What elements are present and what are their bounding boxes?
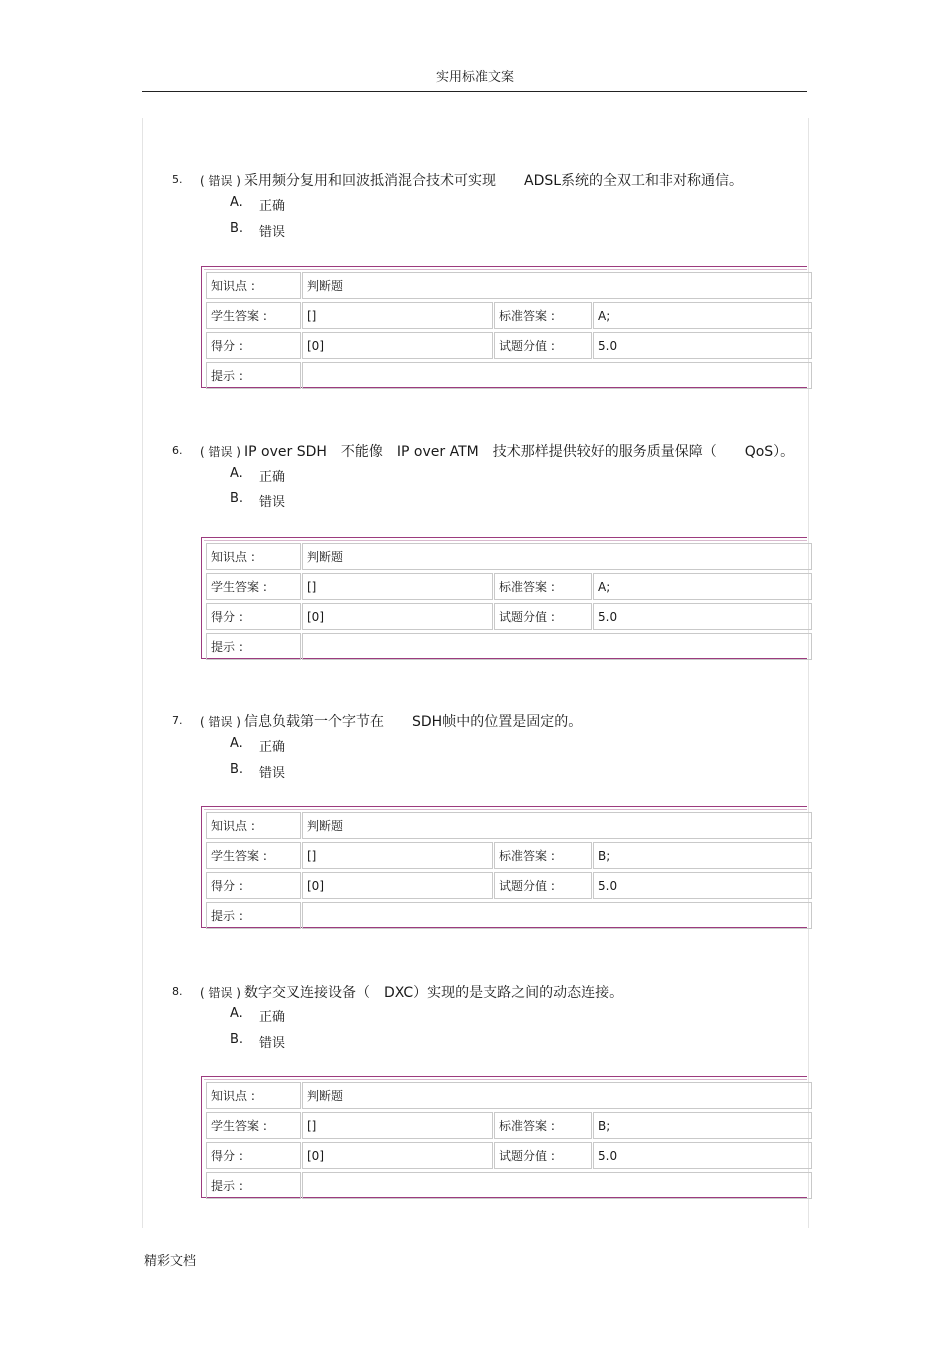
option-letter: B. [230,1032,244,1047]
header-divider [142,91,807,92]
knowledge-value: 判断题 [302,812,812,839]
student-answer-label: 学生答案 : [206,302,301,329]
student-answer-value: [] [302,842,493,869]
page-header: 实用标准文案 [435,70,514,85]
result-tag: ( 错误 ) [200,986,241,1000]
option-text: 错误 [259,495,286,510]
result-tag: ( 错误 ) [200,715,241,729]
hint-value [302,902,812,929]
option-text: 正确 [259,1010,286,1025]
score-value: [0] [302,332,493,359]
standard-answer-label: 标准答案 : [494,302,592,329]
full-score-value: 5.0 [593,872,812,899]
score-value: [0] [302,603,493,630]
hint-value [302,1172,812,1199]
question-number: 6. [172,444,183,457]
student-answer-label: 学生答案 : [206,842,301,869]
student-answer-value: [] [302,302,493,329]
full-score-value: 5.0 [593,332,812,359]
score-label: 得分 : [206,1142,301,1169]
question-text: 数字交叉连接设备（ DXC）实现的是支路之间的动态连接。 [244,985,624,1001]
student-answer-value: [] [302,1112,493,1139]
option-text: 错误 [259,1036,286,1051]
option-letter: A. [230,736,243,751]
option-text: 错误 [259,766,286,781]
full-score-value: 5.0 [593,1142,812,1169]
question-number: 8. [172,985,183,998]
content-left-border [142,118,143,1228]
question-text: 信息负载第一个字节在 SDH帧中的位置是固定的。 [244,714,583,730]
page-footer: 精彩文档 [144,1254,197,1269]
answer-info-table [201,1076,807,1198]
knowledge-value: 判断题 [302,272,812,299]
hint-label: 提示 : [206,633,301,660]
knowledge-label: 知识点 : [206,543,301,570]
standard-answer-value: B; [593,1112,812,1139]
question-text: 采用频分复用和回波抵消混合技术可实现 ADSL系统的全双工和非对称通信。 [244,173,744,189]
score-value: [0] [302,872,493,899]
option-letter: B. [230,221,244,236]
hint-value [302,362,812,389]
question-text: IP over SDH 不能像 IP over ATM 技术那样提供较好的服务质量保障（ QoS）。 [244,444,795,460]
student-answer-label: 学生答案 : [206,573,301,600]
option-letter: B. [230,491,244,506]
option-text: 正确 [259,470,286,485]
score-label: 得分 : [206,603,301,630]
full-score-label: 试题分值 : [494,332,592,359]
hint-label: 提示 : [206,902,301,929]
option-letter: A. [230,466,243,481]
option-text: 错误 [259,225,286,240]
option-text: 正确 [259,740,286,755]
score-label: 得分 : [206,332,301,359]
result-tag: ( 错误 ) [200,445,241,459]
standard-answer-label: 标准答案 : [494,573,592,600]
standard-answer-value: B; [593,842,812,869]
knowledge-value: 判断题 [302,543,812,570]
hint-value [302,633,812,660]
knowledge-label: 知识点 : [206,272,301,299]
student-answer-value: [] [302,573,493,600]
answer-info-table [201,806,807,928]
full-score-label: 试题分值 : [494,872,592,899]
answer-info-table [201,266,807,388]
option-letter: A. [230,195,243,210]
full-score-label: 试题分值 : [494,603,592,630]
standard-answer-value: A; [593,302,812,329]
score-label: 得分 : [206,872,301,899]
standard-answer-label: 标准答案 : [494,1112,592,1139]
standard-answer-value: A; [593,573,812,600]
knowledge-label: 知识点 : [206,1082,301,1109]
full-score-value: 5.0 [593,603,812,630]
option-letter: B. [230,762,244,777]
question-number: 5. [172,173,183,186]
standard-answer-label: 标准答案 : [494,842,592,869]
answer-info-table [201,537,807,659]
option-text: 正确 [259,199,286,214]
option-letter: A. [230,1006,243,1021]
result-tag: ( 错误 ) [200,174,241,188]
question-number: 7. [172,714,183,727]
hint-label: 提示 : [206,362,301,389]
score-value: [0] [302,1142,493,1169]
full-score-label: 试题分值 : [494,1142,592,1169]
knowledge-value: 判断题 [302,1082,812,1109]
knowledge-label: 知识点 : [206,812,301,839]
hint-label: 提示 : [206,1172,301,1199]
student-answer-label: 学生答案 : [206,1112,301,1139]
